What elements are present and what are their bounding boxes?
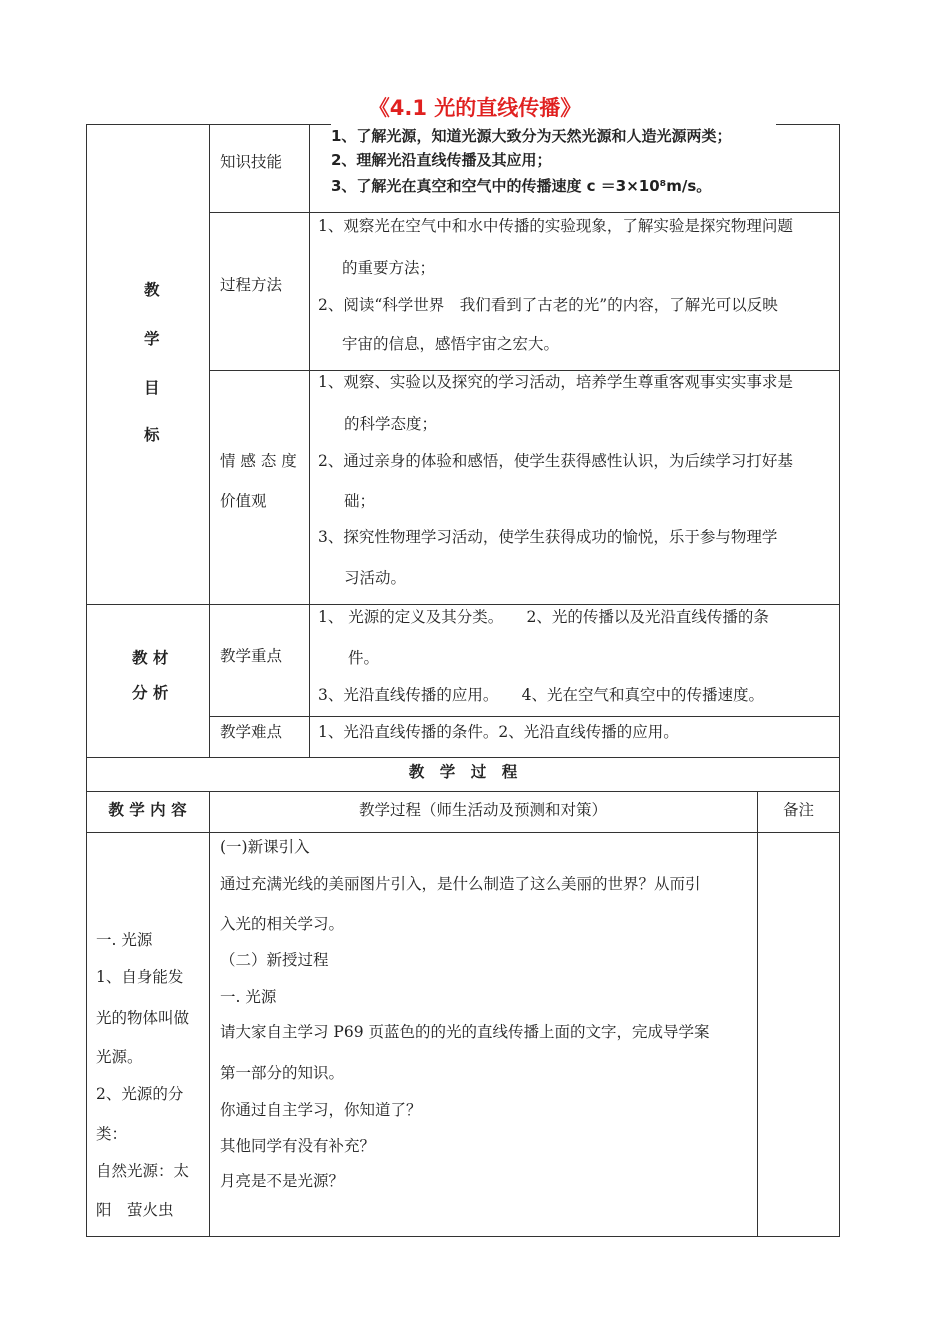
process-body-line: (一)新课引入 <box>220 838 310 856</box>
row-divider <box>86 757 840 758</box>
process-method-line: 1、观察光在空气中和水中传播的实验现象，了解实验是探究物理问题 <box>318 217 793 235</box>
column-header-notes: 备注 <box>782 801 814 819</box>
process-method-label: 过程方法 <box>220 276 283 294</box>
process-method-line: 2、阅读“科学世界 我们看到了古老的光”的内容，了解光可以反映 <box>318 296 778 314</box>
row-divider <box>86 832 840 833</box>
knowledge-label: 知识技能 <box>220 153 283 171</box>
process-body-line: 其他同学有没有补充？ <box>220 1137 376 1155</box>
key-points-line: 件。 <box>348 649 380 667</box>
process-method-line: 宇宙的信息，感悟宇宙之宏大。 <box>342 335 560 353</box>
emotion-line: 3、探究性物理学习活动，使学生获得成功的愉悦，乐于参与物理学 <box>318 528 778 546</box>
row-divider <box>209 212 840 213</box>
objectives-side-char: 学 <box>144 329 160 348</box>
page-title: 《4.1 光的直线传播》 <box>368 96 582 120</box>
objectives-side-char: 教 <box>144 280 160 299</box>
process-body-line: 请大家自主学习 P69 页蓝色的的光的直线传播上面的文字，完成导学案 <box>220 1023 710 1041</box>
key-points-line: 3、光沿直线传播的应用。 4、光在空气和真空中的传播速度。 <box>318 686 764 704</box>
column-divider <box>309 124 310 758</box>
table-border-right <box>839 124 840 1237</box>
process-body-line: （二）新授过程 <box>220 951 329 969</box>
process-header: 教 学 过 程 <box>408 762 518 781</box>
key-points-label: 教学重点 <box>220 647 283 665</box>
difficult-points-label: 教学难点 <box>220 723 283 741</box>
emotion-line: 2、通过亲身的体验和感悟，使学生获得感性认识，为后续学习打好基 <box>318 452 793 470</box>
emotion-line: 习活动。 <box>344 569 407 587</box>
process-body-line: 一. 光源 <box>220 988 277 1006</box>
content-note-line: 2、光源的分 <box>96 1085 184 1103</box>
process-body-line: 你通过自主学习，你知道了？ <box>220 1101 422 1119</box>
emotion-line: 础； <box>344 492 376 510</box>
analysis-side-label: 分 析 <box>132 683 169 702</box>
emotion-label: 情 感 态 度 <box>220 452 297 470</box>
column-divider <box>209 124 210 758</box>
content-note-line: 光源。 <box>96 1048 143 1066</box>
process-body-line: 月亮是不是光源？ <box>220 1172 345 1190</box>
content-note-line: 阳 萤火虫 <box>96 1201 174 1219</box>
content-note-line: 自然光源：太 <box>96 1162 190 1180</box>
table-border-bottom <box>86 1236 840 1237</box>
process-body-line: 入光的相关学习。 <box>220 915 345 933</box>
analysis-side-label: 教 材 <box>132 648 169 667</box>
column-header-content: 教 学 内 容 <box>108 800 187 819</box>
process-body-line: 通过充满光线的美丽图片引入，是什么制造了这么美丽的世界？从而引 <box>220 875 701 893</box>
row-divider <box>86 791 840 792</box>
objectives-side-char: 目 <box>144 378 160 397</box>
content-note-line: 1、自身能发 <box>96 968 184 986</box>
table-border-top-right <box>776 124 840 125</box>
row-divider <box>209 370 840 371</box>
emotion-line: 1、观察、实验以及探究的学习活动，培养学生尊重客观事实实事求是 <box>318 373 793 391</box>
key-points-line: 1、 光源的定义及其分类。 2、光的传播以及光沿直线传播的条 <box>318 608 769 626</box>
process-body-line: 第一部分的知识。 <box>220 1064 345 1082</box>
column-header-process: 教学过程（师生活动及预测和对策） <box>358 801 607 819</box>
row-divider <box>86 604 840 605</box>
emotion-line: 的科学态度； <box>344 415 438 433</box>
emotion-label: 价值观 <box>220 492 267 510</box>
knowledge-line: 1、了解光源，知道光源大致分为天然光源和人造光源两类； <box>331 127 732 145</box>
objectives-side-char: 标 <box>144 425 160 444</box>
column-divider <box>757 791 758 1237</box>
content-note-line: 类： <box>96 1125 128 1143</box>
content-note-line: 一. 光源 <box>96 931 153 949</box>
content-note-line: 光的物体叫做 <box>96 1009 190 1027</box>
process-method-line: 的重要方法； <box>342 259 436 277</box>
difficult-points-text: 1、光沿直线传播的条件。2、光沿直线传播的应用。 <box>318 723 679 741</box>
column-divider <box>209 791 210 1237</box>
knowledge-line: 3、了解光在真空和空气中的传播速度 c ＝3×10⁸m/s。 <box>331 177 712 195</box>
knowledge-line: 2、理解光沿直线传播及其应用； <box>331 151 552 169</box>
table-border-left <box>86 124 87 1237</box>
row-divider <box>209 716 840 717</box>
